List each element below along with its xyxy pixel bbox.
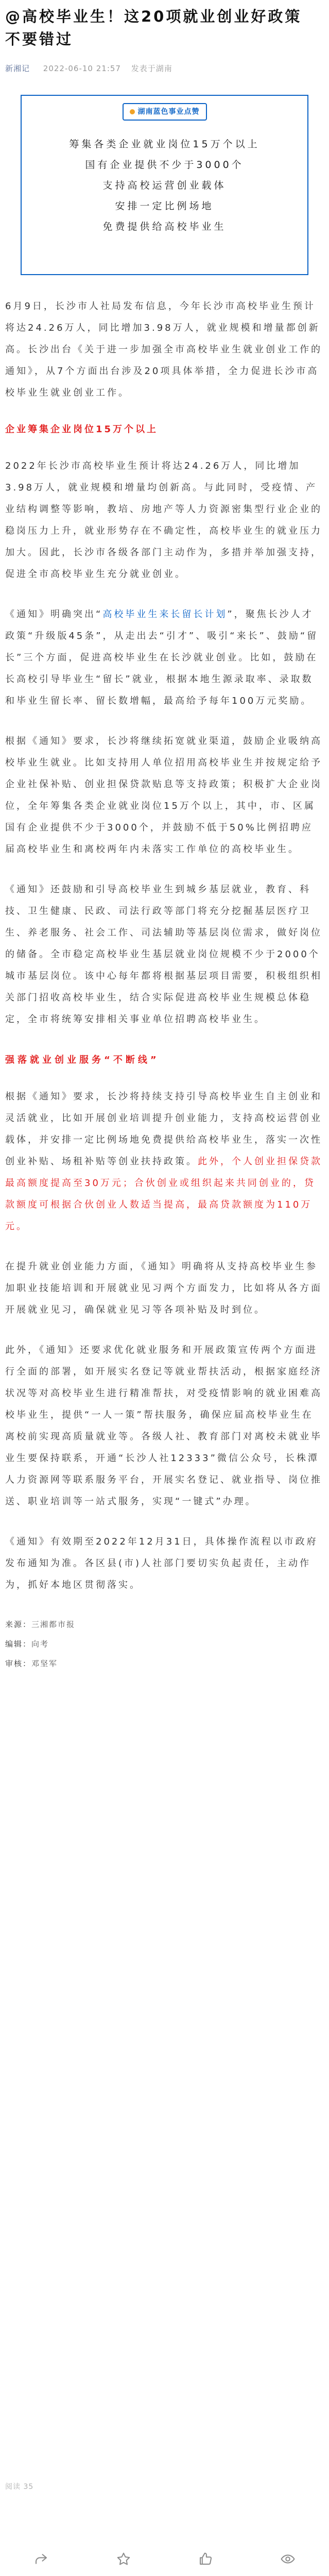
source-label: 来源： xyxy=(5,1620,32,1629)
source-line xyxy=(5,1615,324,1634)
spacer xyxy=(5,1067,324,1086)
promo-line-3: 支持高校运营创业载体 xyxy=(102,180,227,191)
paragraph-6-part-a: 根据《通知》要求，长沙将持续支持引导高校毕业生自主创业和灵活就业，比如开展创业培训提升创业能力，支持高校运营创业载体，并安排一定比例场地免费提供给高校毕业生，落实一次性创业补贴、场租补贴等创业扶持政策。 xyxy=(5,1091,322,1167)
account-name-link[interactable]: 新湘记 xyxy=(5,64,30,73)
promo-tag xyxy=(123,103,207,121)
article-meta xyxy=(5,63,324,74)
editor-line xyxy=(5,1634,324,1654)
spacer xyxy=(5,712,324,731)
spacer xyxy=(5,404,324,422)
paragraph-3-part-a: 《通知》明确突出“ xyxy=(5,609,103,620)
paragraph-6 xyxy=(5,1086,324,1238)
article-title: @高校毕业生！这20项就业创业好政策不要错过 xyxy=(5,8,302,48)
promo-tag-label: 湖南蓝色事业点赞 xyxy=(137,108,200,116)
promo-line-1: 筹集各类企业就业岗位15万个以上 xyxy=(69,139,260,150)
spacer xyxy=(5,860,324,879)
source-value: 三湘都市报 xyxy=(31,1620,76,1629)
editor-value: 向考 xyxy=(31,1639,49,1649)
paragraph-1: 6月9日，长沙市人社局发布信息，今年长沙市高校毕业生预计将达24.26万人，同比增加3.98万人，就业规模和增量都创新高。长沙出台《关于进一步加强全市高校毕业生就业创业工作的通知》，从7个方面出台涉及20项具体举措，全力促进长沙市高校毕业生就业创业工作。 xyxy=(5,301,322,398)
spacer xyxy=(5,437,324,455)
share-button[interactable] xyxy=(26,2544,57,2574)
spacer xyxy=(5,1030,324,1053)
spacer xyxy=(5,1596,324,1615)
promo-line-2: 国有企业提供不少于3000个 xyxy=(85,159,244,171)
spacer xyxy=(5,585,324,604)
spacer xyxy=(5,1513,324,1531)
section-heading-1: 企业筹集企业岗位15万个以上 xyxy=(5,424,159,435)
share-icon xyxy=(33,2551,49,2567)
paragraph-7: 在提升就业创业能力方面，《通知》明确将从支持高校毕业生参加职业技能培训和开展就业见习两个方面发力，比如将从各方面开展就业见习，确保就业见习等各项补贴及时到位。 xyxy=(5,1261,322,1315)
promo-card xyxy=(21,95,308,275)
editor-label: 编辑： xyxy=(5,1639,32,1649)
promo-line-4: 安排一定比例场地 xyxy=(115,200,214,212)
eye-icon xyxy=(280,2551,296,2567)
views-count: 阅读 35 xyxy=(5,2483,34,2491)
spacer xyxy=(5,1238,324,1256)
reviewer-value: 邓坚军 xyxy=(31,1659,58,1668)
star-icon xyxy=(116,2551,131,2567)
article-stats-bar xyxy=(0,2482,329,2576)
promo-lines xyxy=(31,134,298,237)
paragraph-8: 此外，《通知》还要求优化就业服务和开展政策宣传两个方面进行全面的部署，如开展实名登记等就业帮扶活动，根据家庭经济状况等对高校毕业生进行精准帮扶，对受疫情影响的就业困难高校毕业生，提供“一人一策”帮扶服务，确保应届高校毕业生在离校前实现高质量就业等。各级人社、教育部门对离校未就业毕业生要保持联系，开通“长沙人社12333”微信公众号，长株潭人力资源网等联系服务平台，开展实名登记、就业指导、岗位推送、职业培训等一站式服务，实现“一键式”办理。 xyxy=(5,1345,322,1507)
action-row xyxy=(0,2544,329,2574)
reviewer-line xyxy=(5,1654,324,1673)
paragraph-5: 《通知》还鼓励和引导高校毕业生到城乡基层就业，教育、科技、卫生健康、民政、司法行政等部门将充分挖掘基层医疗卫生、养老服务、社会工作、司法辅助等基层岗位需求，做好岗位的储备。全市稳定高校毕业生基层就业岗位规模不少于2000个城市基层岗位。该中心每年都将根据基层项目需要，积极组织相关部门招收高校毕业生，结合实际促进高校毕业生规模总体稳定，全市将统筹安排相关事业单位招聘高校毕业生。 xyxy=(5,884,322,1025)
paragraph-3 xyxy=(5,604,324,712)
paragraph-4: 根据《通知》要求，长沙将继续拓宽就业渠道，鼓励企业吸纳高校毕业生就业。比如支持用人单位招用高校毕业生并按规定给予企业社保补贴、创业担保贷款贴息等支持政策；积极扩大企业岗位，全年筹集各类企业就业岗位15万个以上，其中，市、区属国有企业提供不少于3000个，并鼓励不低于50%比例招聘应届高校毕业生和离校两年内未落实工作单位的高校毕业生。 xyxy=(5,736,322,855)
promo-line-5: 免费提供给高校毕业生 xyxy=(102,221,227,232)
promo-tag-dot-icon xyxy=(130,109,135,114)
paragraph-6-highlight: 此外，个人创业担保贷款最高额度提高至30万元；合伙创业或组织起来共同创业的，贷款额度可根据合伙创业人数适当提高，最高贷款额度为110万元。 xyxy=(5,1156,322,1232)
paragraph-2: 2022年长沙市高校毕业生预计将达24.26万人，同比增加3.98万人，就业规模和增量均创新高。与此同时，受疫情、产业结构调整等影响，教培、房地产等人力资源密集型行业企业的稳岗压力上升，就业形势存在不确定性，高校毕业生的就业压力加大。因此，长沙市各级各部门主动作为，多措并举加强支持，促进全市高校毕业生充分就业创业。 xyxy=(5,461,322,580)
paragraph-9: 《通知》有效期至2022年12月31日，具体操作流程以市政府发布通知为准。各区县(市)人社部门要切实负起责任，主动作为，抓好本地区贯彻落实。 xyxy=(5,1536,318,1590)
article-body xyxy=(0,296,329,1673)
like-button[interactable] xyxy=(190,2544,221,2574)
spacer xyxy=(0,275,329,296)
publish-date: 2022-06-10 21:57 xyxy=(43,64,121,73)
like-icon xyxy=(198,2551,213,2567)
section-heading-2: 强落就业创业服务“不断线” xyxy=(5,1055,160,1065)
favorite-button[interactable] xyxy=(108,2544,139,2574)
spacer xyxy=(5,1321,324,1340)
reviewer-label: 审核： xyxy=(5,1659,32,1668)
publish-location: 发表于湖南 xyxy=(131,64,172,73)
policy-link[interactable]: 高校毕业生来长留长计划 xyxy=(102,609,228,620)
paragraph-3-part-b: ”，聚焦长沙人才政策“升级版45条”，从走出去“引才”、吸引“来长”、鼓励“留长”三个方面，促进高校毕业生在长沙就业创业。比如，鼓励在长高校引导毕业生“留长”就业，根据本地生源录取率、录取数和毕业生留长率、留长数增幅，最高给予每年100万元奖励。 xyxy=(5,609,319,706)
watching-button[interactable] xyxy=(272,2544,303,2574)
